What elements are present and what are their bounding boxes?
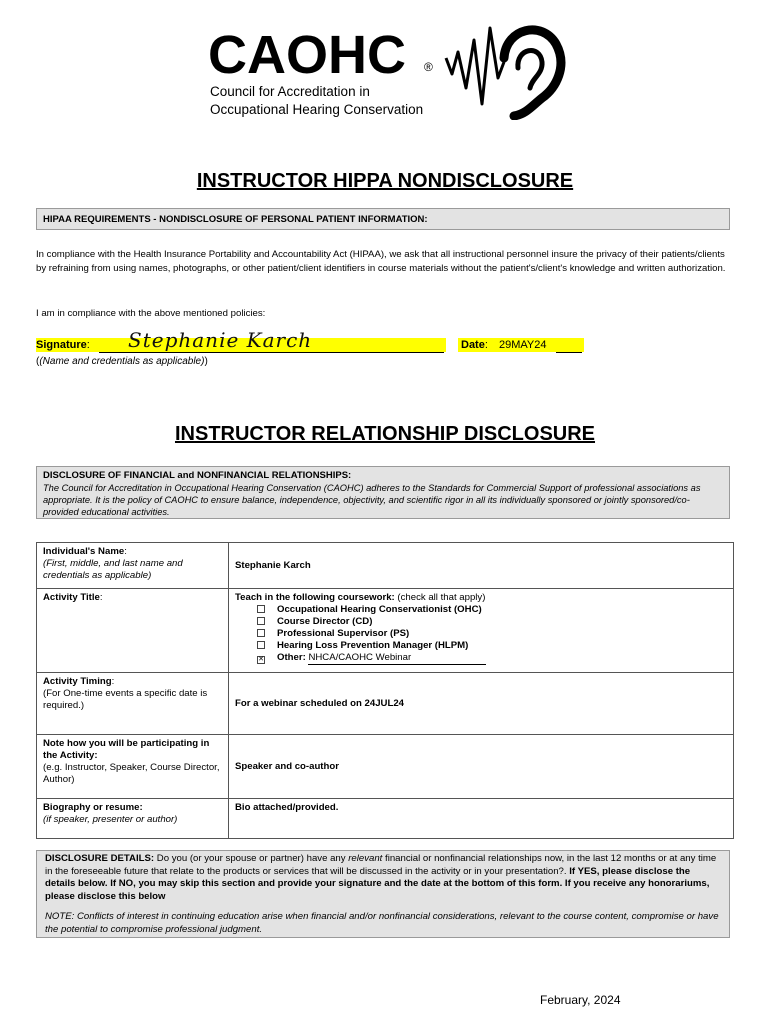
relationship-bar xyxy=(36,466,730,519)
checkbox[interactable] xyxy=(257,629,265,637)
signature-row xyxy=(36,328,586,355)
table-row xyxy=(37,673,734,735)
course-item-hlpm[interactable]: Hearing Loss Prevention Manager (HLPM) xyxy=(257,640,727,652)
registered-mark: ® xyxy=(424,60,433,74)
table-row xyxy=(37,589,734,673)
disclosure-details-label: DISCLOSURE DETAILS: xyxy=(45,853,155,864)
logo-subtitle-line2: Occupational Hearing Conservation xyxy=(210,102,424,117)
other-course-field[interactable]: NHCA/CAOHC Webinar xyxy=(308,652,486,665)
ear-soundwave-icon xyxy=(444,18,568,120)
signature-field[interactable]: Stephanie Karch xyxy=(128,328,313,352)
date-field[interactable]: 29MAY24 xyxy=(499,339,547,351)
hipaa-requirements-bar: HIPAA REQUIREMENTS - NONDISCLOSURE OF PERSONAL PATIENT INFORMATION: xyxy=(36,208,730,230)
participation-hint: (e.g. Instructor, Speaker, Course Director, Author) xyxy=(43,762,220,785)
logo-subtitle-line1: Council for Accreditation in xyxy=(210,84,370,99)
signature-note: ((Name and credentials as applicable)) xyxy=(36,356,208,367)
signature-line xyxy=(99,352,444,353)
bio-hint: (if speaker, presenter or author) xyxy=(43,814,178,825)
course-item-other[interactable]: ✕ Other: NHCA/CAOHC Webinar xyxy=(257,652,727,665)
teach-intro: Teach in the following coursework: (check all that apply) xyxy=(235,592,486,603)
relationship-title: INSTRUCTOR RELATIONSHIP DISCLOSURE xyxy=(174,423,596,445)
name-label-cell: Individual's Name: (First, middle, and last name and credentials as applicable) xyxy=(37,543,229,589)
checkbox-checked[interactable]: ✕ xyxy=(258,656,264,663)
participation-label-cell: Note how you will be participating in the Activity: (e.g. Instructor, Speaker, Course Director, Author) xyxy=(37,735,229,799)
checkbox[interactable] xyxy=(257,605,265,613)
table-row xyxy=(37,735,734,799)
disclosure-note: NOTE: Conflicts of interest in continuing education arise when financial and/or nonfinancial considerations, relevant to the course content, compromise or have the potential to compromise professional judgment. xyxy=(45,911,719,935)
checkbox[interactable] xyxy=(257,617,265,625)
course-item-ps[interactable]: Professional Supervisor (PS) xyxy=(257,628,727,640)
table-row xyxy=(37,543,734,589)
course-checklist xyxy=(257,604,727,665)
course-item-cd[interactable]: Course Director (CD) xyxy=(257,616,727,628)
checkbox[interactable] xyxy=(257,641,265,649)
disclosure-details-box xyxy=(36,850,730,938)
timing-label-cell: Activity Timing: (For One-time events a specific date is required.) xyxy=(37,673,229,735)
activity-label-cell: Activity Title: xyxy=(37,589,229,673)
disclosure-details-text: DISCLOSURE DETAILS: Do you (or your spouse or partner) have any relevant financial or nonfinancial relationships now, in the last 12 months or at any time in the foreseeable future that relate to the products or services that will be discussed in the activity or in your presentation?. If YES, please disclose the details below. If NO, you may skip this section and provide your signature and the date at the bottom of this form. If you receive any honorariums, please disclose this below xyxy=(45,853,717,902)
footer-date: February, 2024 xyxy=(540,993,621,1007)
date-label: Date: xyxy=(461,339,488,351)
hipaa-title: INSTRUCTOR HIPPA NONDISCLOSURE xyxy=(196,170,574,192)
logo-wordmark: CAOHC xyxy=(208,25,406,85)
instructor-info-table xyxy=(36,542,734,839)
date-line xyxy=(556,352,582,353)
relationship-bar-text: The Council for Accreditation in Occupational Hearing Conservation (CAOHC) adheres to the Standards for Commercial Support of professional associations as appropriate. It is the policy of CAOHC to ensure balance, independence, objectivity, and scientific rigor in all its individually sponsored or jointly sponsored/co-provided educational activities. xyxy=(43,483,701,517)
activity-value-cell xyxy=(229,589,734,673)
compliance-statement: I am in compliance with the above mentioned policies: xyxy=(36,308,266,319)
caohc-logo xyxy=(208,18,568,124)
signature-label: Signature: xyxy=(36,339,90,351)
name-value[interactable]: Stephanie Karch xyxy=(229,543,734,589)
participation-value[interactable]: Speaker and co-author xyxy=(229,735,734,799)
table-row xyxy=(37,799,734,839)
bio-label-cell: Biography or resume: (if speaker, presenter or author) xyxy=(37,799,229,839)
timing-hint: (For One-time events a specific date is required.) xyxy=(43,688,208,711)
name-hint: (First, middle, and last name and credentials as applicable) xyxy=(43,558,183,581)
relationship-bar-title: DISCLOSURE OF FINANCIAL and NONFINANCIAL RELATIONSHIPS: xyxy=(43,470,352,481)
timing-value[interactable]: For a webinar scheduled on 24JUL24 xyxy=(229,673,734,735)
hipaa-paragraph: In compliance with the Health Insurance Portability and Accountability Act (HIPAA), we ask that all instructional personnel insure the privacy of their patients/clients by refraining from using names, photographs, or other patient/client identifiers in course materials without the patient's/client's knowledge and written authorization. xyxy=(36,249,726,274)
course-item-ohc[interactable]: Occupational Hearing Conservationist (OHC) xyxy=(257,604,727,616)
bio-value[interactable]: Bio attached/provided. xyxy=(229,799,734,839)
